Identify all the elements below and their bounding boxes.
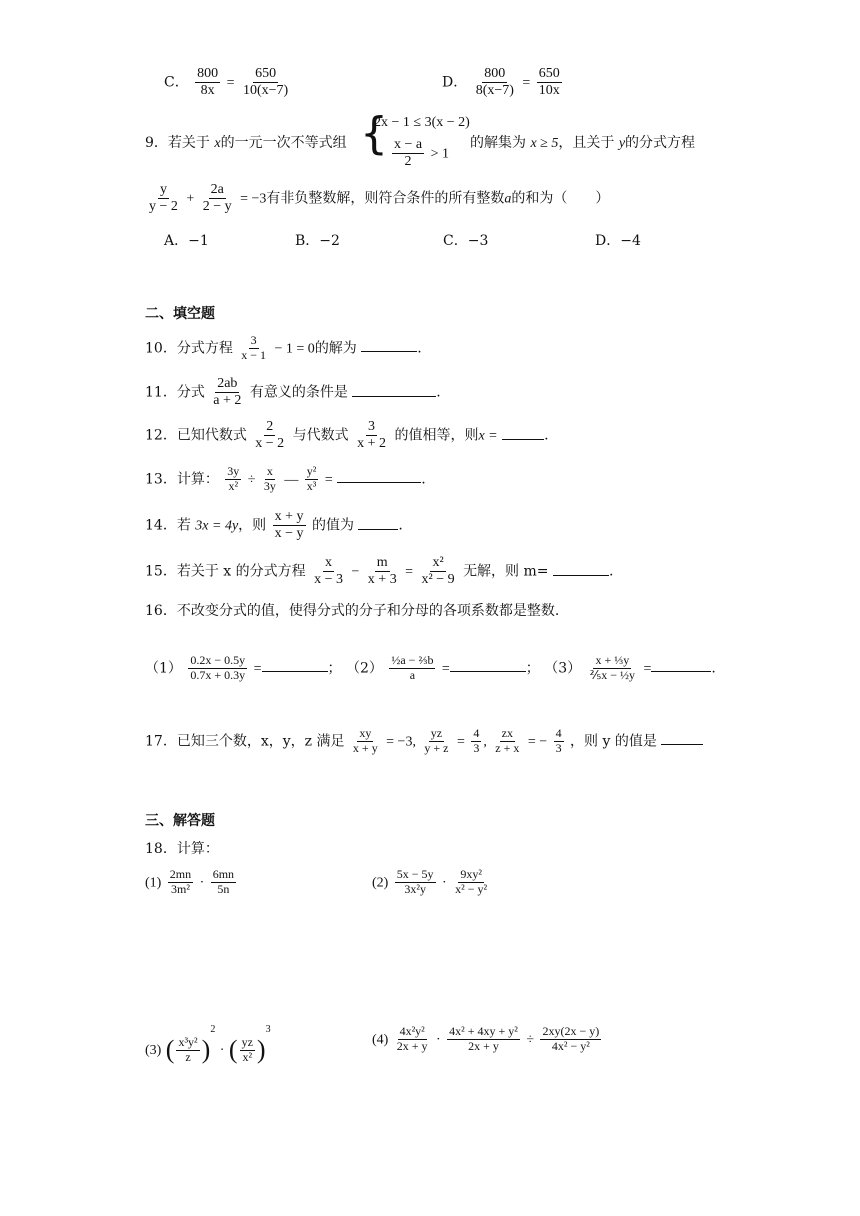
q11: 11．分式 $\frac{2ab}{a + 2}$ 有意义的条件是 .	[145, 376, 441, 409]
fraction: $\frac{\text{y²}}{\text{x³}}$	[306, 464, 317, 493]
q13: 13．计算： $\frac{3y}{\text{x²}}$ ÷ $\frac{x}{3y}$ — $\frac{\text{y²}}{\text{x³}}$ = .	[145, 464, 426, 493]
inequality-1: 2x − 1 ≤ 3(x − 2)	[374, 115, 470, 130]
fraction: $\frac{4}{3}$	[473, 726, 480, 755]
answer-blank[interactable]	[361, 339, 417, 352]
fraction: $\frac{x + y}{x - y}$	[274, 509, 304, 542]
fraction: $\frac{2ab}{a + 2}$	[213, 376, 242, 409]
section-title-fill-in: 二、填空题	[145, 306, 215, 322]
fraction: $\frac{0.2x - 0.5y}{0.7x + 0.3y}$	[190, 653, 246, 682]
fraction: $\frac{yz}{y + z}$	[424, 726, 449, 755]
fraction: $\frac{3}{x - 1}$	[241, 333, 267, 362]
q18-part-3: (3) ( $\frac{\text{x³y²}}{z}$ )$^2$ · ( $\frac{yz}{\text{x²}}$ )$^3$	[145, 1024, 271, 1064]
q16-parts: （1） $\frac{0.2x - 0.5y}{0.7x + 0.3y}$ = ； （2） $\frac{\text{½a − ⅔b}}{a}$ = ； （3） $\frac{\text{x + ⅓y}}{\text{⅖x − ½y}}$ = .	[145, 653, 716, 682]
q9-option-c: C．−3	[443, 233, 489, 249]
q9-option-b: B．−2	[295, 233, 340, 249]
fraction: $\frac{m}{x + 3}$	[367, 555, 397, 588]
fraction: $\frac{\text{x²}}{\text{x² − 9}}$	[421, 555, 455, 588]
answer-blank[interactable]	[553, 563, 609, 576]
fraction: $\frac{x}{x - 3}$	[314, 555, 343, 588]
fraction: $\frac{x}{3y}$	[263, 464, 276, 493]
fraction: $\frac{2xy(2x - y)}{\text{4x² − y²}}$	[542, 1024, 600, 1053]
q17: 17．已知三个数，x，y，z 满足 $\frac{xy}{x + y}$ = −3, $\frac{yz}{y + z}$ = $\frac{4}{3}$ , $\frac{zx}{z + x}$ = − $\frac{4}{3}$ ，则 y 的值是	[145, 727, 703, 756]
q18-text: 18．计算：	[145, 841, 219, 857]
fraction: $\frac{y}{y - 2}$	[149, 182, 178, 215]
answer-blank[interactable]	[337, 470, 421, 483]
fraction: $\frac{2mn}{\text{3m²}}$	[169, 867, 192, 896]
fraction: $\frac{\text{x + ⅓y}}{\text{⅖x − ½y}}$	[589, 653, 636, 682]
fraction: $\frac{2a}{2 - y}$	[202, 182, 232, 215]
fraction: $\frac{\text{4x² + 4xy + y²}}{2x + y}$	[449, 1024, 518, 1053]
q9-option-d: D．−4	[595, 233, 641, 249]
fraction: $\frac{\text{9xy²}}{\text{x² − y²}}$	[455, 867, 488, 896]
q18-part-1: (1) $\frac{2mn}{\text{3m²}}$ · $\frac{6mn}{5n}$	[145, 867, 235, 896]
answer-blank[interactable]	[661, 732, 703, 745]
q9-option-a: A．−1	[164, 233, 209, 249]
fraction: $\frac{x - a}{2}$	[394, 137, 423, 170]
answer-blank[interactable]	[352, 384, 436, 397]
fraction: $\frac{\text{4x²y²}}{2x + y}$	[396, 1024, 428, 1053]
q16-text: 16．不改变分式的值，使得分式的分子和分母的各项系数都是整数.	[145, 603, 560, 619]
answer-blank[interactable]	[358, 517, 398, 530]
q8-option-c: C． $\frac{800}{8x}$ = $\frac{650}{10(x-7)}$	[164, 66, 289, 99]
q18-part-4: (4) $\frac{\text{4x²y²}}{2x + y}$ · $\frac{\text{4x² + 4xy + y²}}{2x + y}$ ÷ $\frac{2xy(2x - y)}{\text{4x² − y²}}$	[372, 1024, 600, 1053]
q9-line1-cont: 的解集为 x ≥ 5，且关于 y的分式方程	[470, 135, 696, 151]
q8-option-d: D． $\frac{800}{8(x-7)}$ = $\frac{650}{10x}$	[442, 66, 560, 99]
fraction: $\frac{650}{10(x-7)}$	[242, 66, 289, 99]
q9-line2: $\frac{y}{y - 2}$ + $\frac{2a}{2 - y}$ = −3有非负整数解，则符合条件的所有整数a的和为（ ）	[149, 182, 610, 215]
answer-blank[interactable]	[450, 659, 526, 672]
fraction: $\frac{yz}{\text{x²}}$	[241, 1034, 253, 1064]
system-brace: {	[360, 108, 388, 159]
q9-line1: 9．若关于 x的一元一次不等式组	[145, 135, 347, 151]
fraction: $\frac{3y}{\text{x²}}$	[227, 464, 240, 493]
fraction: $\frac{6mn}{5n}$	[212, 867, 235, 896]
fraction: $\frac{2}{x - 2}$	[255, 419, 285, 452]
fraction: $\frac{3}{x + 2}$	[357, 419, 386, 452]
q12: 12．已知代数式 $\frac{2}{x - 2}$ 与代数式 $\frac{3}{x + 2}$ 的值相等，则x = .	[145, 419, 549, 452]
fraction: $\frac{800}{8x}$	[197, 66, 219, 99]
fraction: $\frac{zx}{z + x}$	[495, 726, 520, 755]
fraction: $\frac{5x - 5y}{\text{3x²y}}$	[396, 867, 434, 896]
q14: 14．若 3x = 4y，则 $\frac{x + y}{x - y}$ 的值为 .	[145, 509, 403, 542]
q10: 10．分式方程 $\frac{3}{x - 1}$ − 1 = 0的解为 .	[145, 333, 422, 362]
answer-blank[interactable]	[502, 427, 544, 440]
section-title-solutions: 三、解答题	[145, 813, 215, 829]
fraction: $\frac{xy}{x + y}$	[352, 726, 378, 755]
q18-part-2: (2) $\frac{5x - 5y}{\text{3x²y}}$ · $\frac{\text{9xy²}}{\text{x² − y²}}$	[372, 867, 488, 896]
fraction: $\frac{\text{x³y²}}{z}$	[178, 1034, 198, 1064]
answer-blank[interactable]	[262, 659, 328, 672]
q15: 15．若关于 x 的分式方程 $\frac{x}{x - 3}$ − $\frac{m}{x + 3}$ = $\frac{\text{x²}}{\text{x² − 9}}$ 无解，则 m= .	[145, 555, 614, 588]
fraction: $\frac{650}{10x}$	[538, 66, 560, 99]
fraction: $\frac{\text{½a − ⅔b}}{a}$	[391, 653, 434, 682]
fraction: $\frac{800}{8(x-7)}$	[475, 66, 514, 99]
answer-blank[interactable]	[651, 659, 711, 672]
inequality-2: $\frac{x - a}{2}$ > 1	[394, 137, 449, 170]
fraction: $\frac{4}{3}$	[555, 726, 562, 755]
